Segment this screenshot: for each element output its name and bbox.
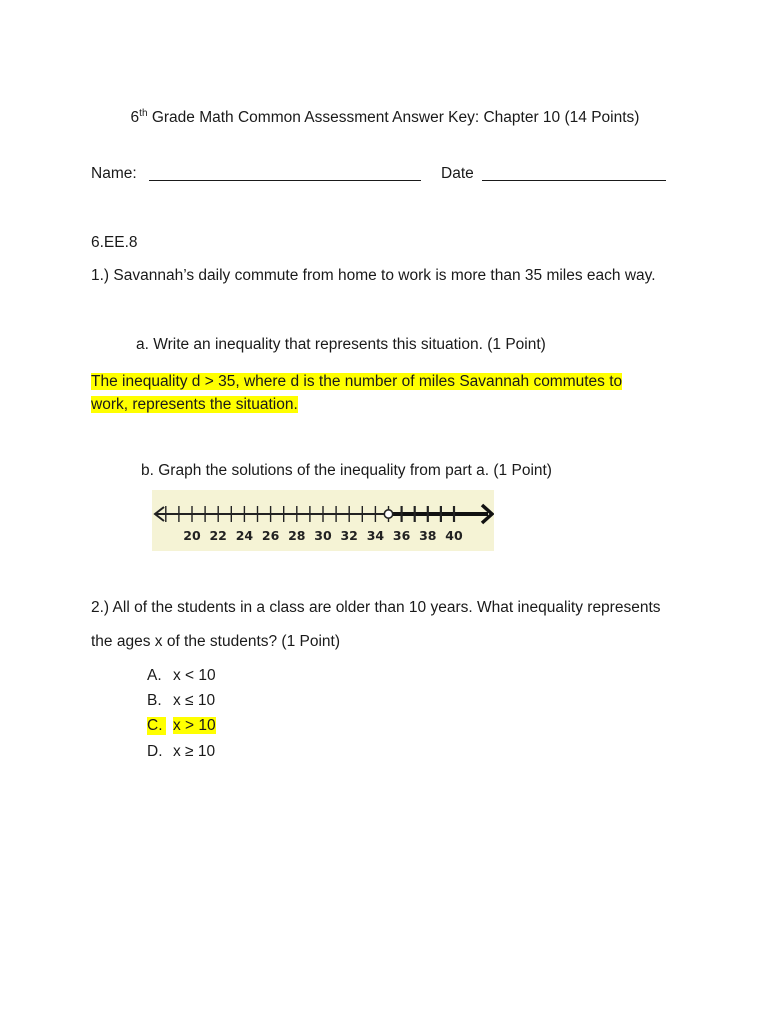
question-1-number: 1.): [91, 267, 110, 284]
tick-label: 36: [392, 528, 411, 543]
choice-b: [147, 692, 215, 710]
number-line-image: [152, 490, 494, 551]
choice-d-text: x ≥ 10: [173, 743, 216, 760]
choice-a-letter: A.: [147, 667, 162, 684]
question-2: [91, 599, 661, 617]
choice-c: [147, 717, 216, 735]
choice-c-letter: C.: [147, 717, 166, 735]
name-field: [91, 165, 421, 183]
tick-label: 30: [314, 528, 332, 543]
tick-label: 28: [288, 528, 306, 543]
question-2-text-line2: the ages x of the students? (1 Point): [91, 633, 341, 650]
open-circle-point: [384, 510, 392, 518]
tick-label: 32: [340, 528, 358, 543]
choice-b-letter: B.: [147, 692, 162, 709]
question-1-part-a: a. Write an inequality that represents this situation. (1 Point): [136, 336, 546, 353]
date-label: Date: [441, 165, 474, 182]
choice-d: [147, 743, 215, 761]
question-1-text: Savannah’s daily commute from home to work is more than 35 miles each way.: [109, 267, 656, 284]
choice-c-text: x > 10: [173, 717, 216, 734]
number-line-graph: [152, 490, 494, 551]
tick-label: 38: [419, 528, 437, 543]
choice-a: [147, 667, 216, 685]
tick-label: 24: [235, 528, 254, 543]
answer-1a-text: The inequality d > 35, where d is the number of miles Savannah commutes to work, represents the situation.: [91, 373, 623, 413]
answer-1a: [91, 370, 651, 416]
question-2-text-line1: All of the students in a class are older than 10 years. What inequality represents: [109, 599, 661, 616]
question-2-number: 2.): [91, 599, 110, 616]
name-label: Name:: [91, 165, 137, 182]
page-title: 6th Grade Math Common Assessment Answer Key: Chapter 10 (14 Points): [130, 108, 640, 126]
choice-d-letter: D.: [147, 743, 163, 760]
number-line-labels: [183, 528, 463, 543]
tick-label: 34: [366, 528, 385, 543]
date-field: [441, 165, 666, 183]
choice-a-text: x < 10: [173, 667, 216, 684]
question-1-part-b: b. Graph the solutions of the inequality from part a. (1 Point): [141, 462, 552, 479]
date-blank-line: [482, 180, 666, 181]
choice-b-text: x ≤ 10: [173, 692, 216, 709]
tick-label: 40: [445, 528, 463, 543]
tick-label: 22: [209, 528, 227, 543]
question-1: [91, 267, 656, 285]
name-blank-line: [149, 180, 421, 181]
tick-label: 26: [261, 528, 280, 543]
tick-label: 20: [183, 528, 201, 543]
standard-heading: 6.EE.8: [91, 234, 138, 251]
